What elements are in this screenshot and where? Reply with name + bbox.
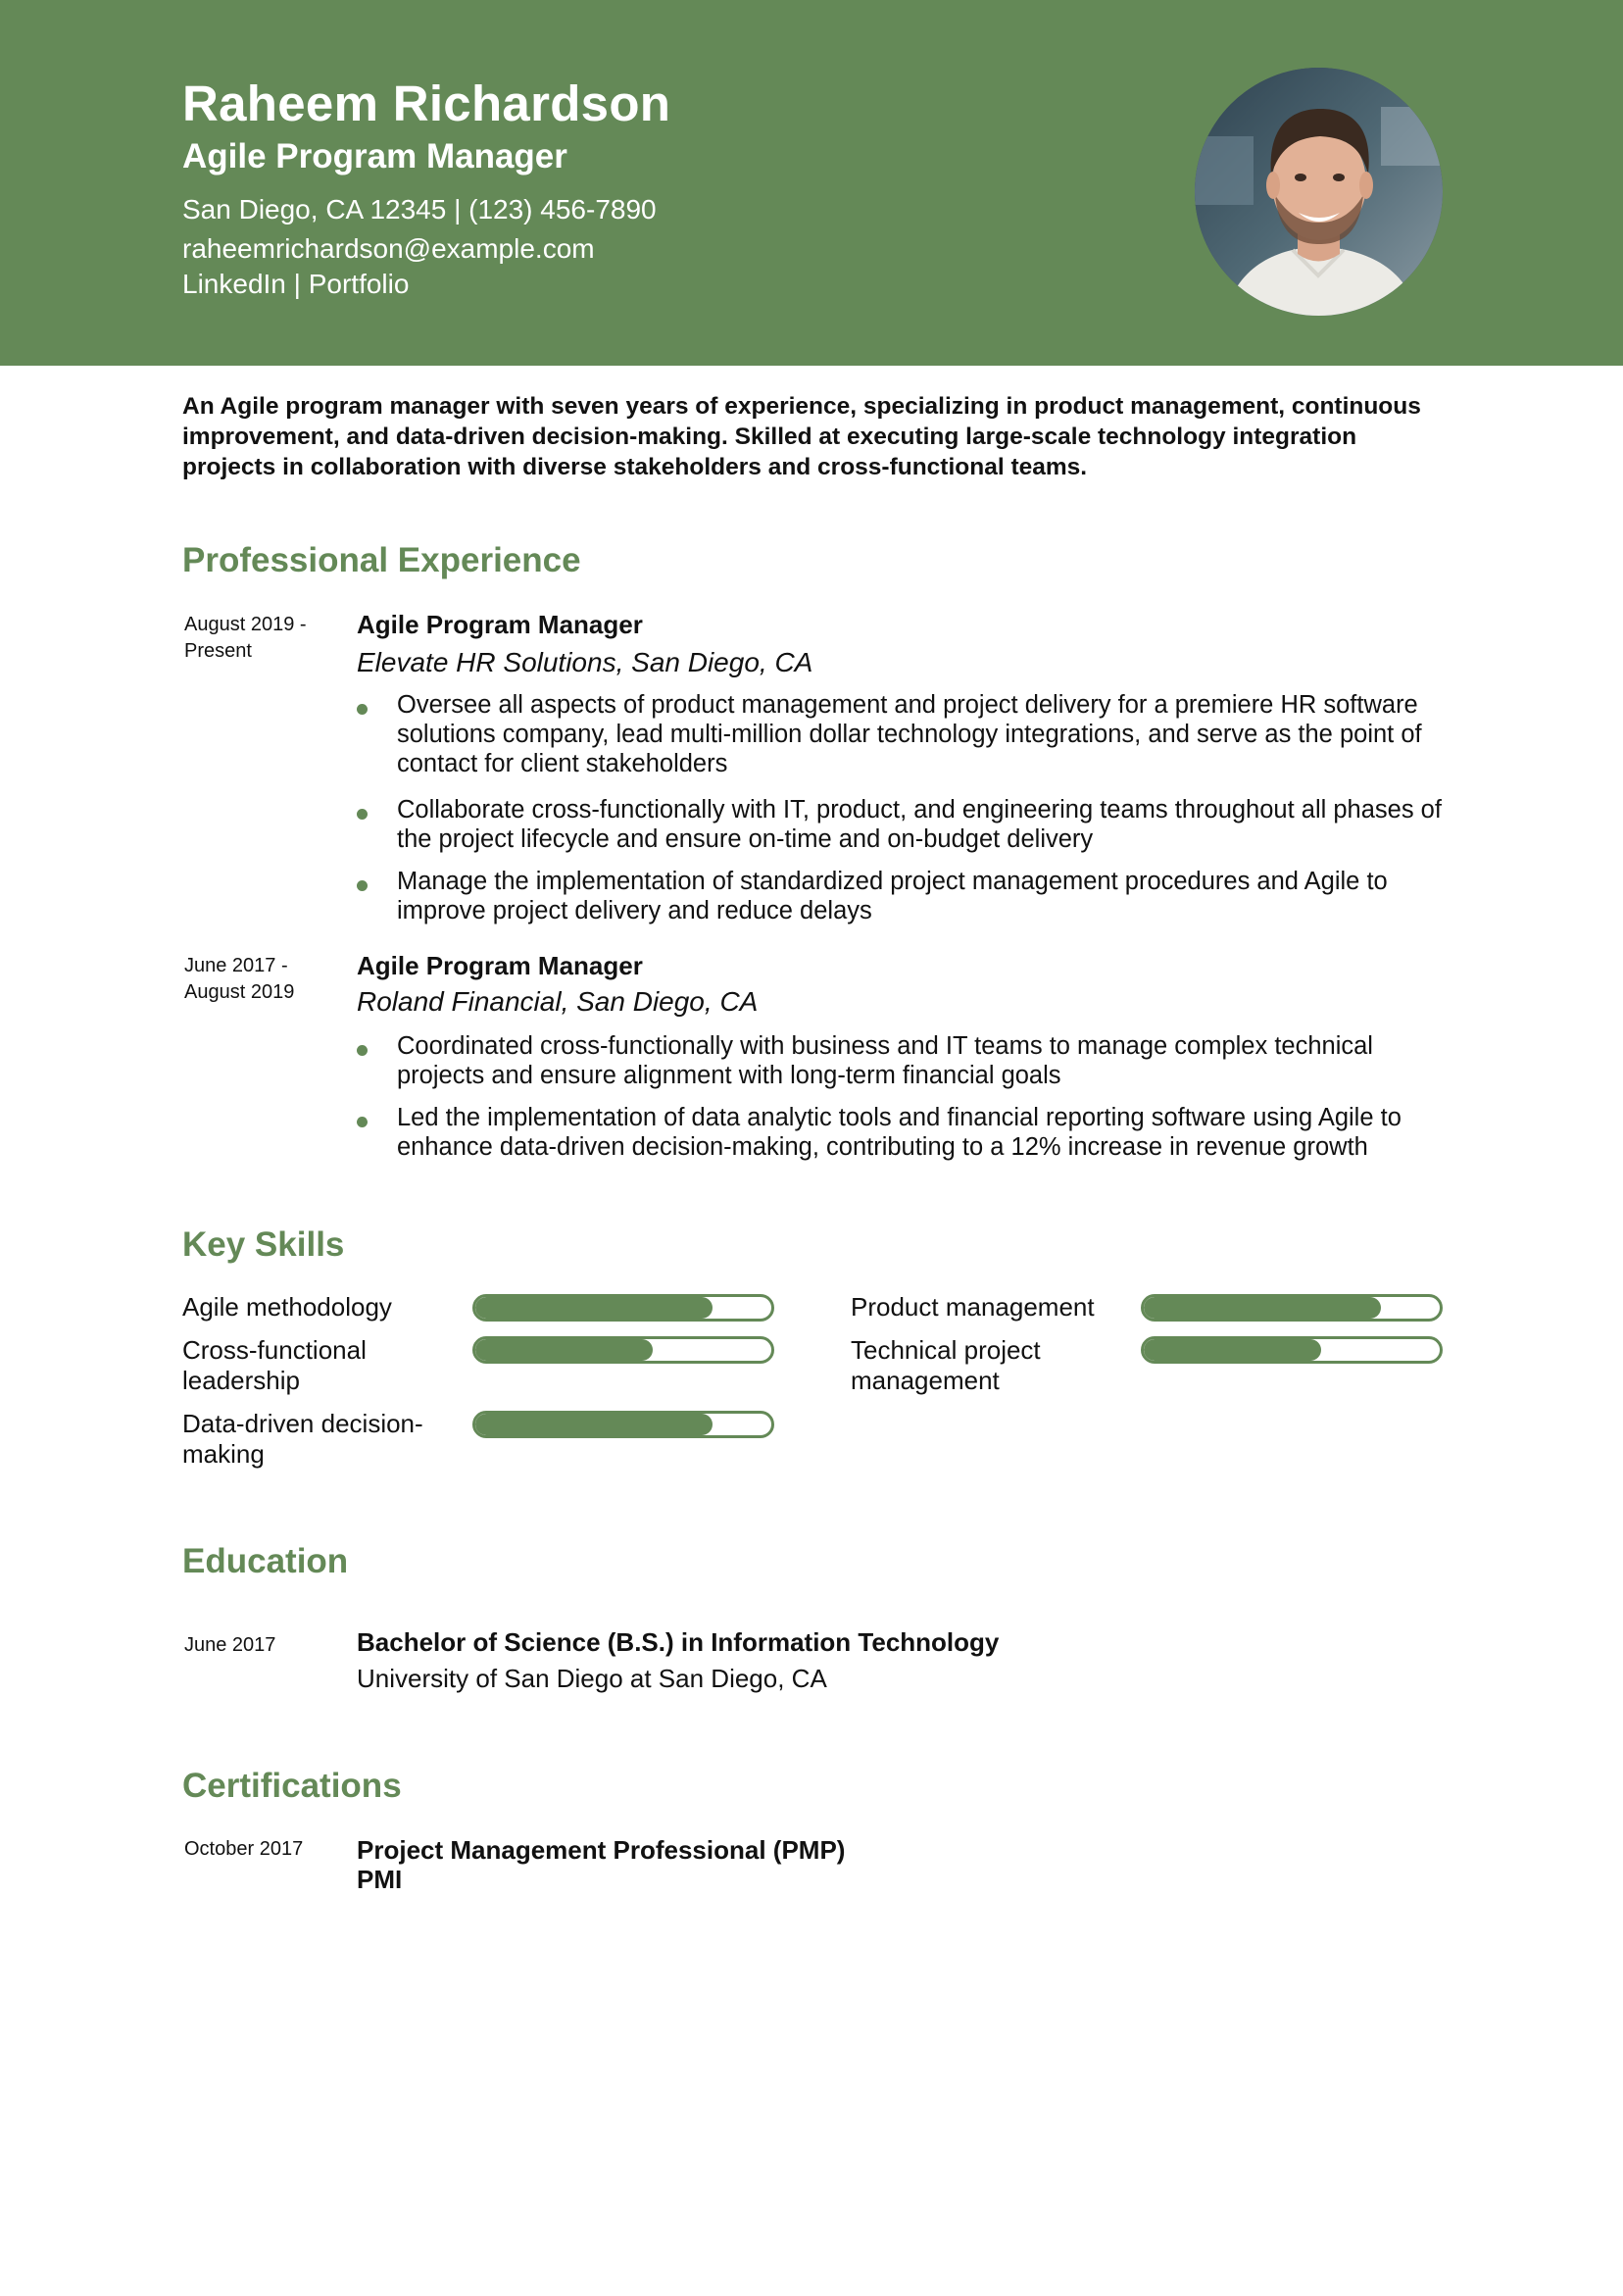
skill-label: Data-driven decision-making [182, 1409, 423, 1469]
skill-fill [475, 1297, 713, 1319]
professional-summary: An Agile program manager with seven years of experience, specializing in product management, continuous improvement, and data-driven decision-making. Skilled at executing large-scale technology integration projects in collaboration with diverse stakeholders and cross-functional teams. [182, 393, 1421, 480]
bullet-dot [357, 809, 368, 820]
skill-label: Product management [851, 1292, 1095, 1322]
bullet-dot [357, 704, 368, 715]
bullet-text: Collaborate cross-functionally with IT, product, and engineering teams throughout all phases of the project lifecycle and ensure on-time and on-budget delivery [397, 796, 1442, 853]
job-bullet [357, 867, 1447, 925]
portfolio-link[interactable]: Portfolio [308, 269, 410, 299]
skill-bar [1141, 1294, 1443, 1322]
profile-links [182, 269, 409, 300]
bullet-dot [357, 1045, 368, 1056]
candidate-title: Agile Program Manager [182, 137, 567, 175]
skill-fill [1144, 1339, 1321, 1361]
job-title: Agile Program Manager [357, 951, 643, 980]
job-bullet [357, 795, 1447, 854]
candidate-name: Raheem Richardson [182, 75, 671, 131]
job-title: Agile Program Manager [357, 610, 643, 639]
job-bullet [357, 1103, 1447, 1162]
skill-fill [1144, 1297, 1381, 1319]
bullet-dot [357, 1117, 368, 1127]
job-bullet [357, 1031, 1447, 1090]
skill-fill [475, 1339, 653, 1361]
skill-fill [475, 1414, 713, 1435]
bullet-text: Coordinated cross-functionally with business and IT teams to manage complex technical projects and ensure alignment with long-term financial goals [397, 1032, 1373, 1089]
job-date: August 2019 - Present [184, 614, 307, 662]
profile-photo [1195, 68, 1443, 316]
education-degree: Bachelor of Science (B.S.) in Information Technology [357, 1627, 1000, 1657]
certification-issuer: PMI [357, 1865, 403, 1894]
job-company: Elevate HR Solutions, San Diego, CA [357, 647, 813, 677]
skills-heading: Key Skills [182, 1225, 345, 1264]
job-bullet [357, 690, 1447, 778]
skill-label: Cross-functional leadership [182, 1335, 367, 1395]
skill-bar [1141, 1336, 1443, 1364]
skill-label: Technical project management [851, 1335, 1041, 1395]
bullet-text: Led the implementation of data analytic tools and financial reporting software using Agile to enhance data-driven decision-making, contributing to a 12% increase in revenue growth [397, 1104, 1402, 1161]
certification-name: Project Management Professional (PMP) [357, 1835, 846, 1865]
skill-bar [472, 1411, 774, 1438]
skill-label: Agile methodology [182, 1292, 392, 1322]
skill-bar [472, 1294, 774, 1322]
bullet-dot [357, 880, 368, 891]
job-date: June 2017 - August 2019 [184, 955, 295, 1003]
location-phone: San Diego, CA 12345 | (123) 456-7890 [182, 194, 657, 225]
education-school: University of San Diego at San Diego, CA [357, 1664, 827, 1693]
certifications-heading: Certifications [182, 1767, 402, 1805]
bullet-text: Manage the implementation of standardized project management procedures and Agile to improve project delivery and reduce delays [397, 868, 1388, 924]
certification-date: October 2017 [184, 1838, 304, 1860]
email-link[interactable]: raheemrichardson@example.com [182, 233, 595, 264]
experience-heading: Professional Experience [182, 541, 581, 579]
portrait-image [1195, 68, 1443, 316]
link-separator: | [285, 269, 309, 299]
education-date: June 2017 [184, 1634, 276, 1656]
skill-bar [472, 1336, 774, 1364]
linkedin-link[interactable]: LinkedIn [182, 269, 286, 299]
education-heading: Education [182, 1542, 349, 1580]
header-banner [0, 0, 1623, 366]
bullet-text: Oversee all aspects of product management and project delivery for a premiere HR software solutions company, lead multi-million dollar technology integrations, and serve as the point of contact for client stakeholders [397, 691, 1422, 777]
job-company: Roland Financial, San Diego, CA [357, 986, 759, 1017]
